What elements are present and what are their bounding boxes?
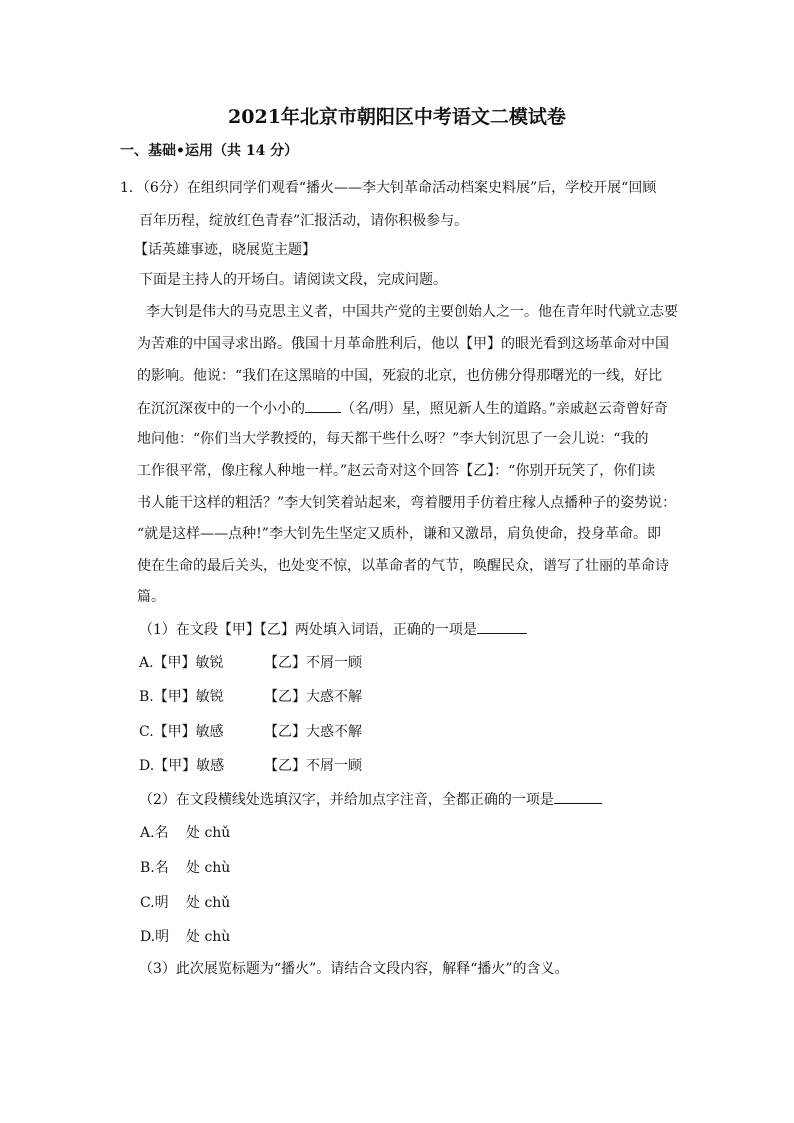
option-part: D.明 (140, 929, 170, 945)
passage-line-6: 工作很平常，像庄稼人种地一样。”赵云奇对这个回答【乙】：“你别开玩笑了，你们读 (137, 463, 656, 479)
section-heading: 一、基础•运用（共 14 分） (120, 143, 299, 159)
sub-question-3: （3）此次展览标题为“播火”。请结合文段内容，解释“播火”的含义。 (139, 961, 569, 977)
sub-question-stem: （2）在文段横线处选填汉字，并给加点字注音，全都正确的一项是 (139, 792, 554, 808)
passage-text: （名/明）星，照见新人生的道路。”亲戚赵云奇曾好奇 (341, 401, 668, 417)
passage-line-4 (137, 398, 668, 419)
option-2d (140, 927, 230, 947)
answer-blank (554, 789, 602, 804)
passage-line-8: “就是这样——点种!”李大钊先生坚定又质朴，谦和又激昂，肩负使命，投身革命。即 (137, 526, 661, 542)
answer-blank (477, 619, 527, 634)
sub-question-2 (139, 789, 602, 810)
passage-line-9: 使在生命的最后关头，也处变不惊，以革命者的气节，唤醒民众，谱写了壮丽的革命诗 (137, 558, 669, 574)
option-part: 【乙】不屑一顾 (264, 655, 362, 671)
option-part: C.明 (140, 895, 169, 911)
passage-line-3: 的影响。他说：“我们在这黑暗的中国，死寂的北京，也仿佛分得那曙光的一线，好比 (137, 368, 663, 384)
question-score: （6分） (142, 180, 187, 196)
instruction-text: 下面是主持人的开场白。请阅读文段，完成问题。 (139, 272, 447, 288)
option-part: D.【甲】敏感 (139, 758, 225, 774)
option-part: A.【甲】敏锐 (139, 655, 224, 671)
option-1c (139, 722, 362, 742)
passage-line-5: 地问他：“你们当大学教授的，每天都干些什么呀？”李大钊沉思了一会儿说：“我的 (137, 431, 649, 447)
option-part: B.【甲】敏锐 (139, 689, 224, 705)
page-title: 2021年北京市朝阳区中考语文二模试卷 (228, 106, 566, 128)
option-part: C.【甲】敏感 (139, 724, 224, 740)
sub-question-stem: （1）在文段【甲】【乙】两处填入词语，正确的一项是 (139, 622, 477, 638)
option-part: 处 chù (186, 929, 231, 945)
option-part: A.名 (140, 825, 169, 841)
option-2c (140, 893, 230, 913)
option-part: B.名 (140, 860, 169, 876)
passage-line-2: 为苦难的中国寻求出路。俄国十月革命胜利后，他以【甲】的眼光看到这场革命对中国 (137, 336, 669, 352)
question-number: 1． (120, 180, 143, 196)
option-part: 处 chǔ (186, 895, 231, 911)
question-1-intro-line-1 (120, 178, 656, 198)
option-part: 【乙】大惑不解 (264, 724, 362, 740)
option-1a (139, 653, 362, 673)
option-2a (140, 823, 230, 843)
passage-line-10: 篇。 (137, 589, 165, 605)
question-intro: 在组织同学们观看“播火——李大钊革命活动档案史料展”后，学校开展“回顾 (186, 180, 657, 196)
option-1b (139, 687, 362, 707)
passage-line-1: 李大钊是伟大的马克思主义者，中国共产党的主要创始人之一。他在青年时代就立志要 (146, 304, 678, 320)
option-part: 【乙】不屑一顾 (264, 758, 362, 774)
option-part: 【乙】大惑不解 (264, 689, 362, 705)
option-1d (139, 756, 362, 776)
passage-text: 在沉沉深夜中的一个小小的 (137, 401, 305, 417)
sub-question-1 (139, 619, 527, 640)
option-part: 处 chǔ (186, 825, 231, 841)
option-2b (140, 858, 230, 878)
passage-line-7: 书人能干这样的粗活？”李大钊笑着站起来，弯着腰用手仿着庄稼人点播种子的姿势说： (137, 495, 677, 511)
question-1-intro-line-2: 百年历程，绽放红色青春”汇报活动，请你积极参与。 (139, 213, 469, 229)
option-part: 处 chù (186, 860, 231, 876)
fill-blank (305, 398, 341, 413)
subsection-heading: 【话英雄事迹，晓展览主题】 (134, 242, 316, 258)
